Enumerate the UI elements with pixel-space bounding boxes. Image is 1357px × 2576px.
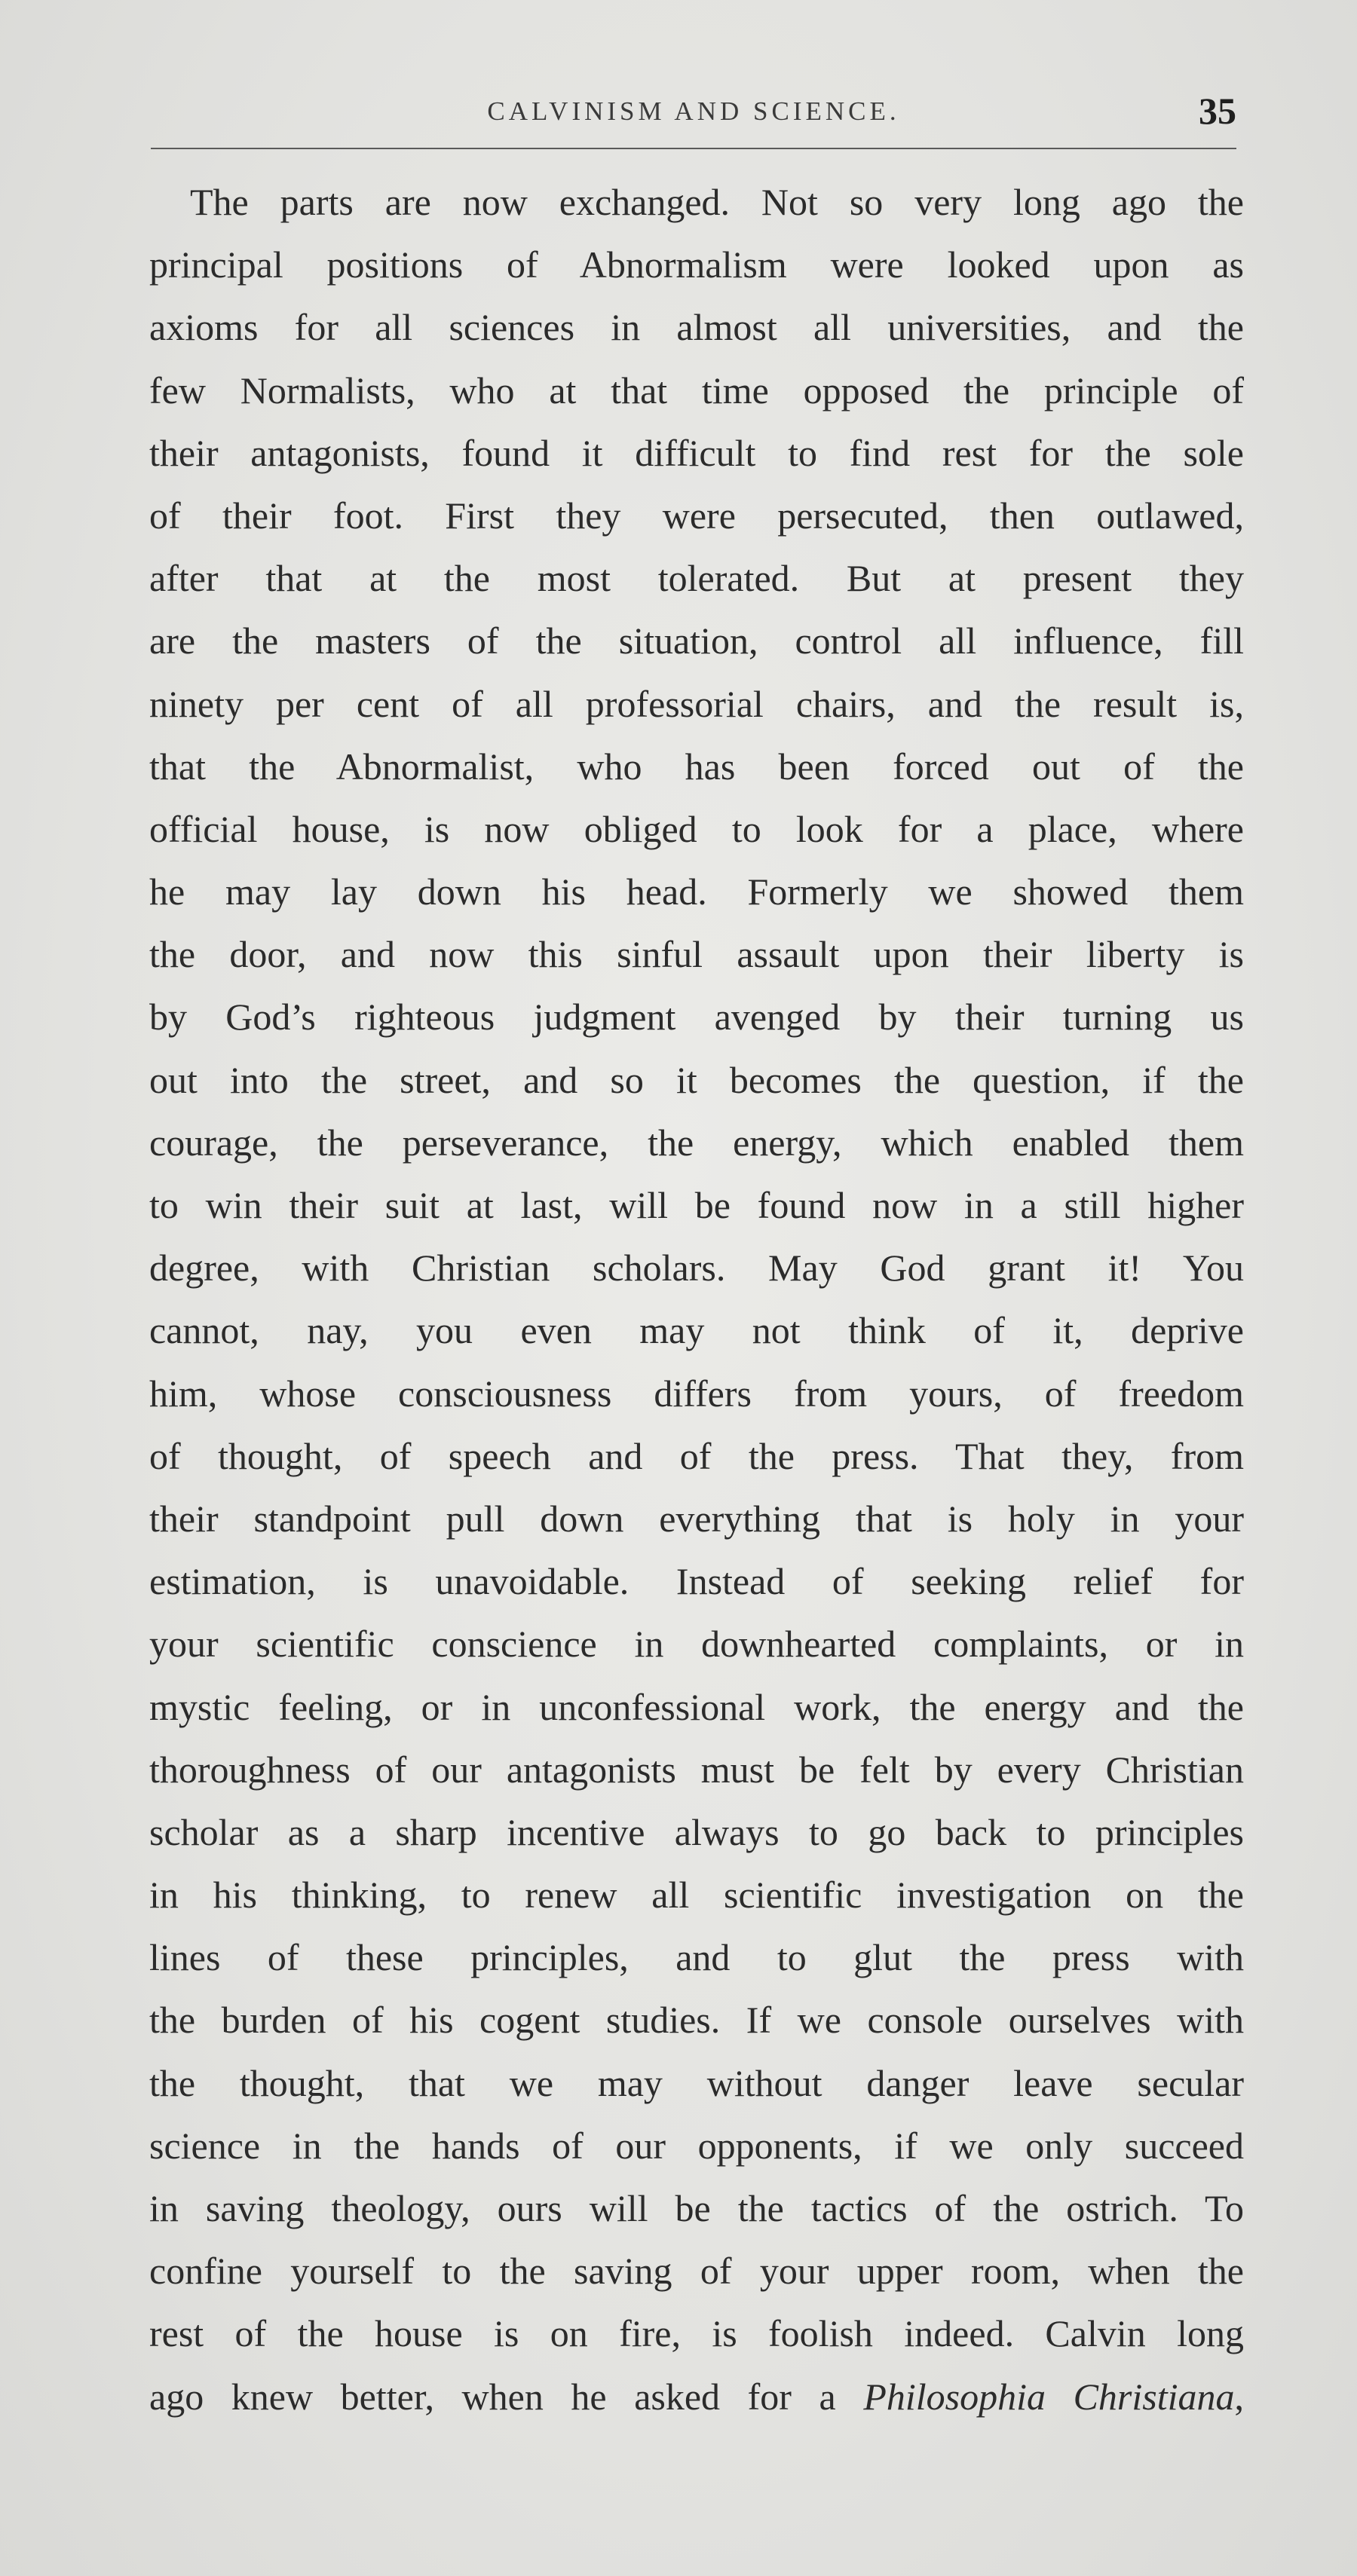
text-line: degree, with Christian scholars. May God grant it! You xyxy=(149,1247,1244,1290)
text-line: principal positions of Abnormalism were looked upon as xyxy=(149,243,1244,286)
text-line-last xyxy=(149,2366,1244,2428)
text-line: of thought, of speech and of the press. That they, from xyxy=(149,1434,1244,1477)
text-line: mystic feeling, or in unconfessional work, the energy and the xyxy=(149,1685,1244,1728)
text-line: in his thinking, to renew all scientific investigation on the xyxy=(149,1874,1244,1917)
text-line: thoroughness of our antagonists must be felt by every Christian xyxy=(149,1748,1244,1791)
text-line: their antagonists, found it difficult to find rest for the sole xyxy=(149,431,1244,474)
text-line: the thought, that we may without danger leave secular xyxy=(149,2061,1244,2104)
header-rule xyxy=(151,148,1236,149)
text-line: axioms for all sciences in almost all universities, and the xyxy=(149,306,1244,349)
text-line: scholar as a sharp incentive always to go back to principles xyxy=(149,1810,1244,1853)
text-line: the burden of his cogent studies. If we console ourselves with xyxy=(149,1999,1244,2042)
text-line: by God’s righteous judgment avenged by their turning us xyxy=(149,996,1244,1039)
text-line: few Normalists, who at that time opposed the principle of xyxy=(149,369,1244,411)
text-line: The parts are now exchanged. Not so very long ago the xyxy=(190,181,1244,223)
page-number: 35 xyxy=(1199,90,1236,132)
text-line: lines of these principles, and to glut the press with xyxy=(149,1936,1244,1979)
last-line-prefix: ago knew better, when he asked for a xyxy=(149,2375,836,2418)
text-line: science in the hands of our opponents, if we only succeed xyxy=(149,2124,1244,2167)
text-line: the door, and now this sinful assault upon their liberty is xyxy=(149,933,1244,976)
text-line: confine yourself to the saving of your upper room, when the xyxy=(149,2250,1244,2293)
text-line: ninety per cent of all professorial chairs, and the result is, xyxy=(149,682,1244,725)
text-line: official house, is now obliged to look for a place, where xyxy=(149,807,1244,850)
text-line: your scientific conscience in downhearted complaints, or in xyxy=(149,1623,1244,1666)
text-line: to win their suit at last, will be found now in a still higher xyxy=(149,1184,1244,1226)
text-line: of their foot. First they were persecuted, then outlawed, xyxy=(149,494,1244,537)
text-line: estimation, is unavoidable. Instead of seeking relief for xyxy=(149,1560,1244,1603)
text-line: cannot, nay, you even may not think of it, deprive xyxy=(149,1309,1244,1352)
text-line: after that at the most tolerated. But at present they xyxy=(149,557,1244,600)
last-line-suffix: , xyxy=(1234,2375,1245,2418)
running-title: CALVINISM AND SCIENCE. xyxy=(487,96,900,126)
text-line: rest of the house is on fire, is foolish indeed. Calvin long xyxy=(149,2312,1244,2355)
text-line: courage, the perseverance, the energy, which enabled them xyxy=(149,1121,1244,1164)
text-line: that the Abnormalist, who has been forced out of the xyxy=(149,745,1244,788)
text-line: their standpoint pull down everything that is holy in your xyxy=(149,1497,1244,1540)
running-head xyxy=(151,90,1236,143)
text-line: out into the street, and so it becomes the question, if the xyxy=(149,1058,1244,1101)
italic-latin-title: Philosophia Christiana xyxy=(863,2375,1235,2418)
text-line: are the masters of the situation, control all influence, fill xyxy=(149,620,1244,662)
text-line: he may lay down his head. Formerly we showed them xyxy=(149,870,1244,913)
text-line: in saving theology, ours will be the tactics of the ostrich. To xyxy=(149,2187,1244,2229)
body-paragraph xyxy=(149,171,1244,2428)
text-line: him, whose consciousness differs from yours, of freedom xyxy=(149,1372,1244,1415)
